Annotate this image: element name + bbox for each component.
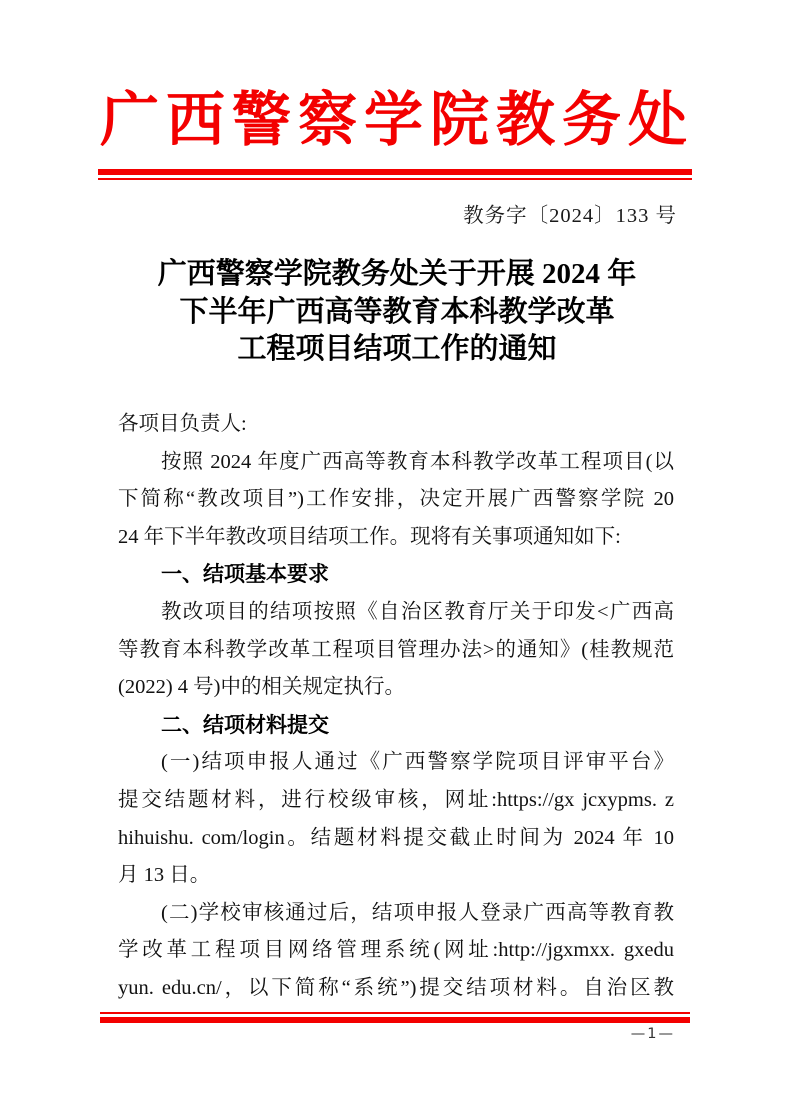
masthead-divider-rule xyxy=(98,169,692,180)
document-number: 教务字〔2024〕133 号 xyxy=(463,205,677,227)
section-heading-1: 一、结项基本要求 xyxy=(161,563,329,587)
rule-thin-bar xyxy=(98,178,692,180)
body-line: 学改革工程项目网络管理系统(网址:http://jgxmxx. gxedu xyxy=(118,939,674,962)
document-body xyxy=(118,406,674,1008)
body-line: hihuishu. com/login。结题材料提交截止时间为 2024 年 10 xyxy=(118,826,674,849)
title-line: 工程项目结项工作的通知 xyxy=(237,333,557,365)
masthead-org-name: 广西警察学院教务处 xyxy=(99,87,694,153)
body-line: (一)结项申报人通过《广西警察学院项目评审平台》 xyxy=(161,751,674,774)
document-title xyxy=(0,256,794,369)
title-line: 广西警察学院教务处关于开展 2024 年 xyxy=(157,258,637,290)
body-line-salutation: 各项目负责人: xyxy=(118,413,247,435)
body-line: 24 年下半年教改项目结项工作。现将有关事项通知如下: xyxy=(118,525,621,548)
body-line: 按照 2024 年度广西高等教育本科教学改革工程项目(以 xyxy=(161,450,674,473)
footer-divider-rule xyxy=(100,1012,690,1023)
section-heading-2: 二、结项材料提交 xyxy=(161,713,329,737)
body-line: 教改项目的结项按照《自治区教育厅关于印发<广西高 xyxy=(161,600,674,623)
page-number: —1— xyxy=(630,1026,675,1042)
body-line: 提交结题材料，进行校级审核，网址:https://gx jcxypms. z xyxy=(118,788,674,811)
body-line: (二)学校审核通过后，结项申报人登录广西高等教育教 xyxy=(161,901,674,924)
body-line: 下简称“教改项目”)工作安排，决定开展广西警察学院 20 xyxy=(118,488,674,511)
body-line: yun. edu.cn/，以下简称“系统”)提交结项材料。自治区教 xyxy=(118,976,674,999)
body-line: 等教育本科教学改革工程项目管理办法>的通知》(桂教规范 xyxy=(118,638,674,661)
rule-thick-bar xyxy=(100,1017,690,1023)
body-line: (2022) 4 号)中的相关规定执行。 xyxy=(118,676,405,699)
title-line: 下半年广西高等教育本科教学改革 xyxy=(179,295,615,328)
body-line: 月 13 日。 xyxy=(118,864,211,887)
